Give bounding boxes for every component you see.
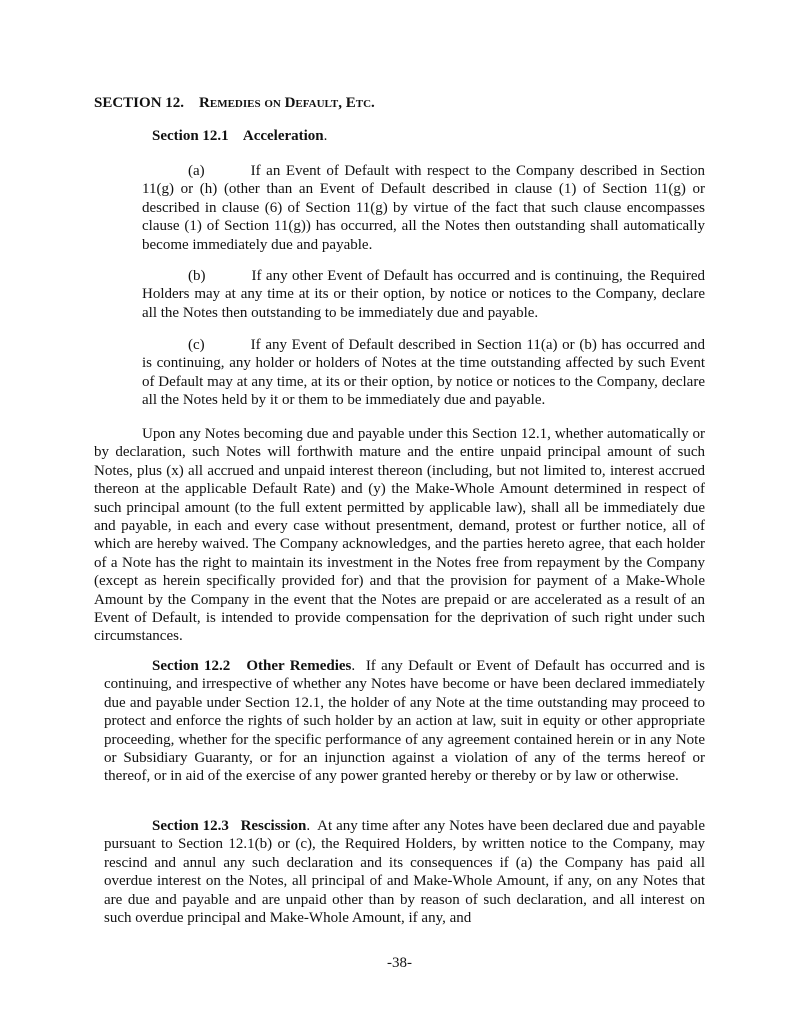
clause-text: If any other Event of Default has occurred and is continuing, the Required Holders may at any time at its or their option, by notice or notices to the Company, declare all the Notes then outstanding to be immediately due and payable. [142,268,705,321]
subsection-12-2: Section 12.2 Other Remedies. If any Default or Event of Default has occurred and is continuing, and irrespective of whether any Notes have become or have been declared immediately due and payable under Section 12.1, the holder of any Note at the time outstanding may proceed to protect and enforce the rights of such holder by an action at law, suit in equity or other appropriate proceeding, whether for the specific performance of any agreement contained herein or in any Note or Subsidiary Guaranty, or for an injunction against a violation of any of the terms hereof or thereof, or in aid of the exercise of any power granted hereby or thereby or by law or otherwise. [104,658,705,785]
subsection-text: If any Default or Event of Default has occurred and is continuing, and irrespective of whether any Notes have become or have been declared immediately due and payable under Section 12.1, the holder of any Note at the time outstanding may proceed to protect and enforce the rights of such holder by an action at law, suit in equity or other appropriate proceeding, whether for the specific performance of any agreement contained herein or in any Note or Subsidiary Guaranty, or for an injunction against a violation of any of the terms hereof or thereof, or in aid of the exercise of any power granted hereby or thereby or by law or otherwise. [104,658,705,785]
subsection-number: Section 12.3 [152,818,229,834]
section-title: Remedies on Default, Etc. [199,95,375,111]
clause-label: (b) [188,268,206,284]
clause-b [142,267,705,322]
page-number: -38- [387,955,412,971]
subsection-number: Section 12.2 [152,658,231,674]
clause-c [142,336,705,410]
subsection-text: At any time after any Notes have been declared due and payable pursuant to Section 12.1(b) or (c), the Required Holders, by written notice to the Company, may rescind and annul any such declaration and its consequences if (a) the Company has paid all overdue interest on the Notes, all principal of and Make-Whole Amount, if any, on any Notes that are due and payable and are unpaid other than by reason of such declaration, and all interest on such overdue principal and Make-Whole Amount, if any, and [104,818,705,927]
subsection-title: Other Remedies [246,658,352,674]
subsection-title: Rescission [240,818,307,834]
subsection-title: Acceleration [242,128,324,144]
subsection-12-3: Section 12.3 Rescission. At any time after any Notes have been declared due and payable pursuant to Section 12.1(b) or (c), the Required Holders, by written notice to the Company, may rescind and annul any such declaration and its consequences if (a) the Company has paid all overdue interest on the Notes, all principal of and Make-Whole Amount, if any, on any Notes that are due and payable and are unpaid other than by reason of such declaration, and all interest on such overdue principal and Make-Whole Amount, if any, and [104,818,705,927]
clause-text: If any Event of Default described in Section 11(a) or (b) has occurred and is continuing, any holder or holders of Notes at the time outstanding affected by such Event of Default may at any time, at its or their option, by notice or notices to the Company, declare all the Notes held by it or them to be immediately due and payable. [142,337,705,409]
clause-label: (c) [188,337,205,353]
subsection-12-1-heading: Section 12.1 Acceleration. [152,128,328,144]
clause-text: If an Event of Default with respect to the Company described in Section 11(g) or (h) (other than an Event of Default described in clause (1) of Section 11(g) or described in clause (6) of Section 11(g) by virtue of the fact that such clause encompasses clause (1) of Section 11(g)) has occurred, all the Notes then outstanding shall automatically become immediately due and payable. [142,163,705,253]
clause-label: (a) [188,163,205,179]
section-heading [94,94,375,112]
clause-a [142,162,705,254]
subsection-number: Section 12.1 [152,128,229,144]
section-number: SECTION 12. [94,95,185,111]
acceleration-paragraph: Upon any Notes becoming due and payable under this Section 12.1, whether automatically or by declaration, such Notes will forthwith mature and the entire unpaid principal amount of such Notes, plus (x) all accrued and unpaid interest thereon (including, but not limited to, interest accrued thereon at the applicable Default Rate) and (y) the Make-Whole Amount determined in respect of such principal amount (to the full extent permitted by applicable law), shall all be immediately due and payable, in each and every case without presentment, demand, protest or further notice, all of which are hereby waived. The Company acknowledges, and the parties hereto agree, that each holder of a Note has the right to maintain its investment in the Notes free from repayment by the Company (except as herein specifically provided for) and that the provision for payment of a Make-Whole Amount by the Company in the event that the Notes are prepaid or are accelerated as a result of an Event of Default, is intended to provide compensation for the deprivation of such right under such circumstances. [94,426,705,645]
